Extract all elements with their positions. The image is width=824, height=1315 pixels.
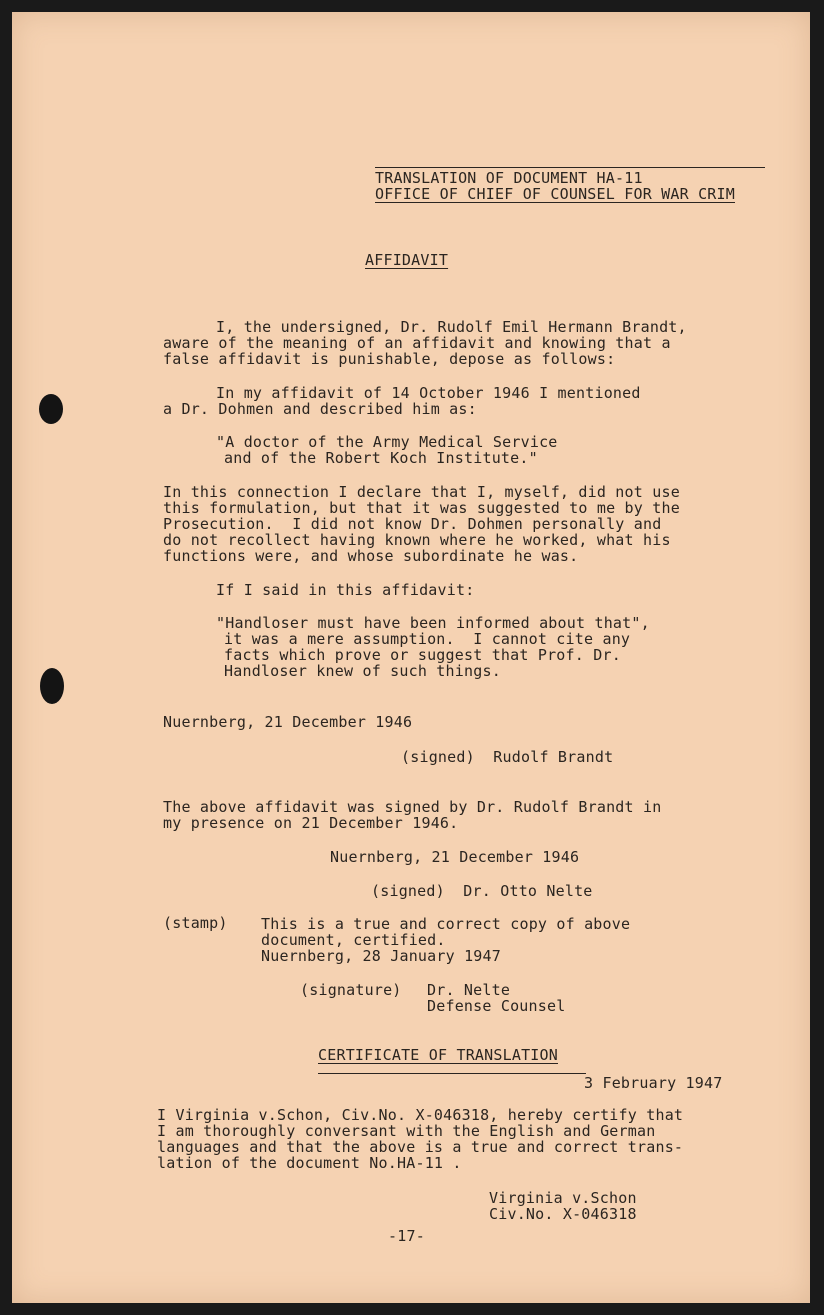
stamp-line-3: Nuernberg, 28 January 1947 (261, 947, 501, 965)
translator-name: Virginia v.Schon (489, 1189, 637, 1207)
para2-line-5: functions were, and whose subordinate he was. (163, 547, 579, 565)
witness-line-1: The above affidavit was signed by Dr. Rudolf Brandt in (163, 798, 662, 816)
page-number: -17- (388, 1227, 425, 1245)
signed-nelte: (signed) Dr. Otto Nelte (371, 882, 593, 900)
intro-line-2: aware of the meaning of an affidavit and knowing that a (163, 334, 671, 352)
para1-line-1: In my affidavit of 14 October 1946 I mentioned (216, 384, 641, 402)
header-top-rule (375, 167, 765, 168)
signature-name: Dr. Nelte (427, 981, 511, 999)
signature-label: (signature) (300, 981, 402, 999)
stamp-line-2: document, certified. (261, 931, 446, 949)
certificate-date: 3 February 1947 (584, 1074, 723, 1092)
place-date-1: Nuernberg, 21 December 1946 (163, 713, 413, 731)
cert-body-line-4: lation of the document No.HA-11 . (157, 1154, 462, 1172)
para2-line-2: this formulation, but that it was suggested to me by the (163, 499, 680, 517)
para1-line-2: a Dr. Dohmen and described him as: (163, 400, 477, 418)
header-line-1: TRANSLATION OF DOCUMENT HA-11 (375, 169, 643, 187)
witness-line-2: my presence on 21 December 1946. (163, 814, 459, 832)
quote2-line-2: it was a mere assumption. I cannot cite any (224, 630, 631, 648)
certificate-title: CERTIFICATE OF TRANSLATION (318, 1046, 558, 1064)
cert-body-line-1: I Virginia v.Schon, Civ.No. X-046318, hereby certify that (157, 1106, 684, 1124)
quote2-line-4: Handloser knew of such things. (224, 662, 501, 680)
quote2-line-1: "Handloser must have been informed about that", (216, 614, 650, 632)
place-date-2: Nuernberg, 21 December 1946 (330, 848, 580, 866)
para2-line-4: do not recollect having known where he worked, what his (163, 531, 671, 549)
signed-brandt: (signed) Rudolf Brandt (401, 748, 614, 766)
intro-line-3: false affidavit is punishable, depose as follows: (163, 350, 616, 368)
cert-body-line-3: languages and that the above is a true and correct trans- (157, 1138, 684, 1156)
para2-line-3: Prosecution. I did not know Dr. Dohmen personally and (163, 515, 662, 533)
translator-number: Civ.No. X-046318 (489, 1205, 637, 1223)
stamp-label: (stamp) (163, 914, 228, 932)
header-line-2: OFFICE OF CHIEF OF COUNSEL FOR WAR CRIM (375, 185, 735, 203)
cert-body-line-2: I am thoroughly conversant with the English and German (157, 1122, 656, 1140)
quote2-line-3: facts which prove or suggest that Prof. Dr. (224, 646, 621, 664)
document-title: AFFIDAVIT (365, 251, 449, 269)
quote1-line-2: and of the Robert Koch Institute." (224, 449, 538, 467)
document-page (12, 12, 810, 1303)
stamp-line-1: This is a true and correct copy of above (261, 915, 631, 933)
intro-line-1: I, the undersigned, Dr. Rudolf Emil Hermann Brandt, (216, 318, 687, 336)
punch-hole-bottom (40, 668, 64, 704)
para3-line: If I said in this affidavit: (216, 581, 475, 599)
quote1-line-1: "A doctor of the Army Medical Service (216, 433, 558, 451)
certificate-rule (318, 1073, 586, 1074)
para2-line-1: In this connection I declare that I, myself, did not use (163, 483, 680, 501)
signature-title: Defense Counsel (427, 997, 566, 1015)
punch-hole-top (39, 394, 63, 424)
